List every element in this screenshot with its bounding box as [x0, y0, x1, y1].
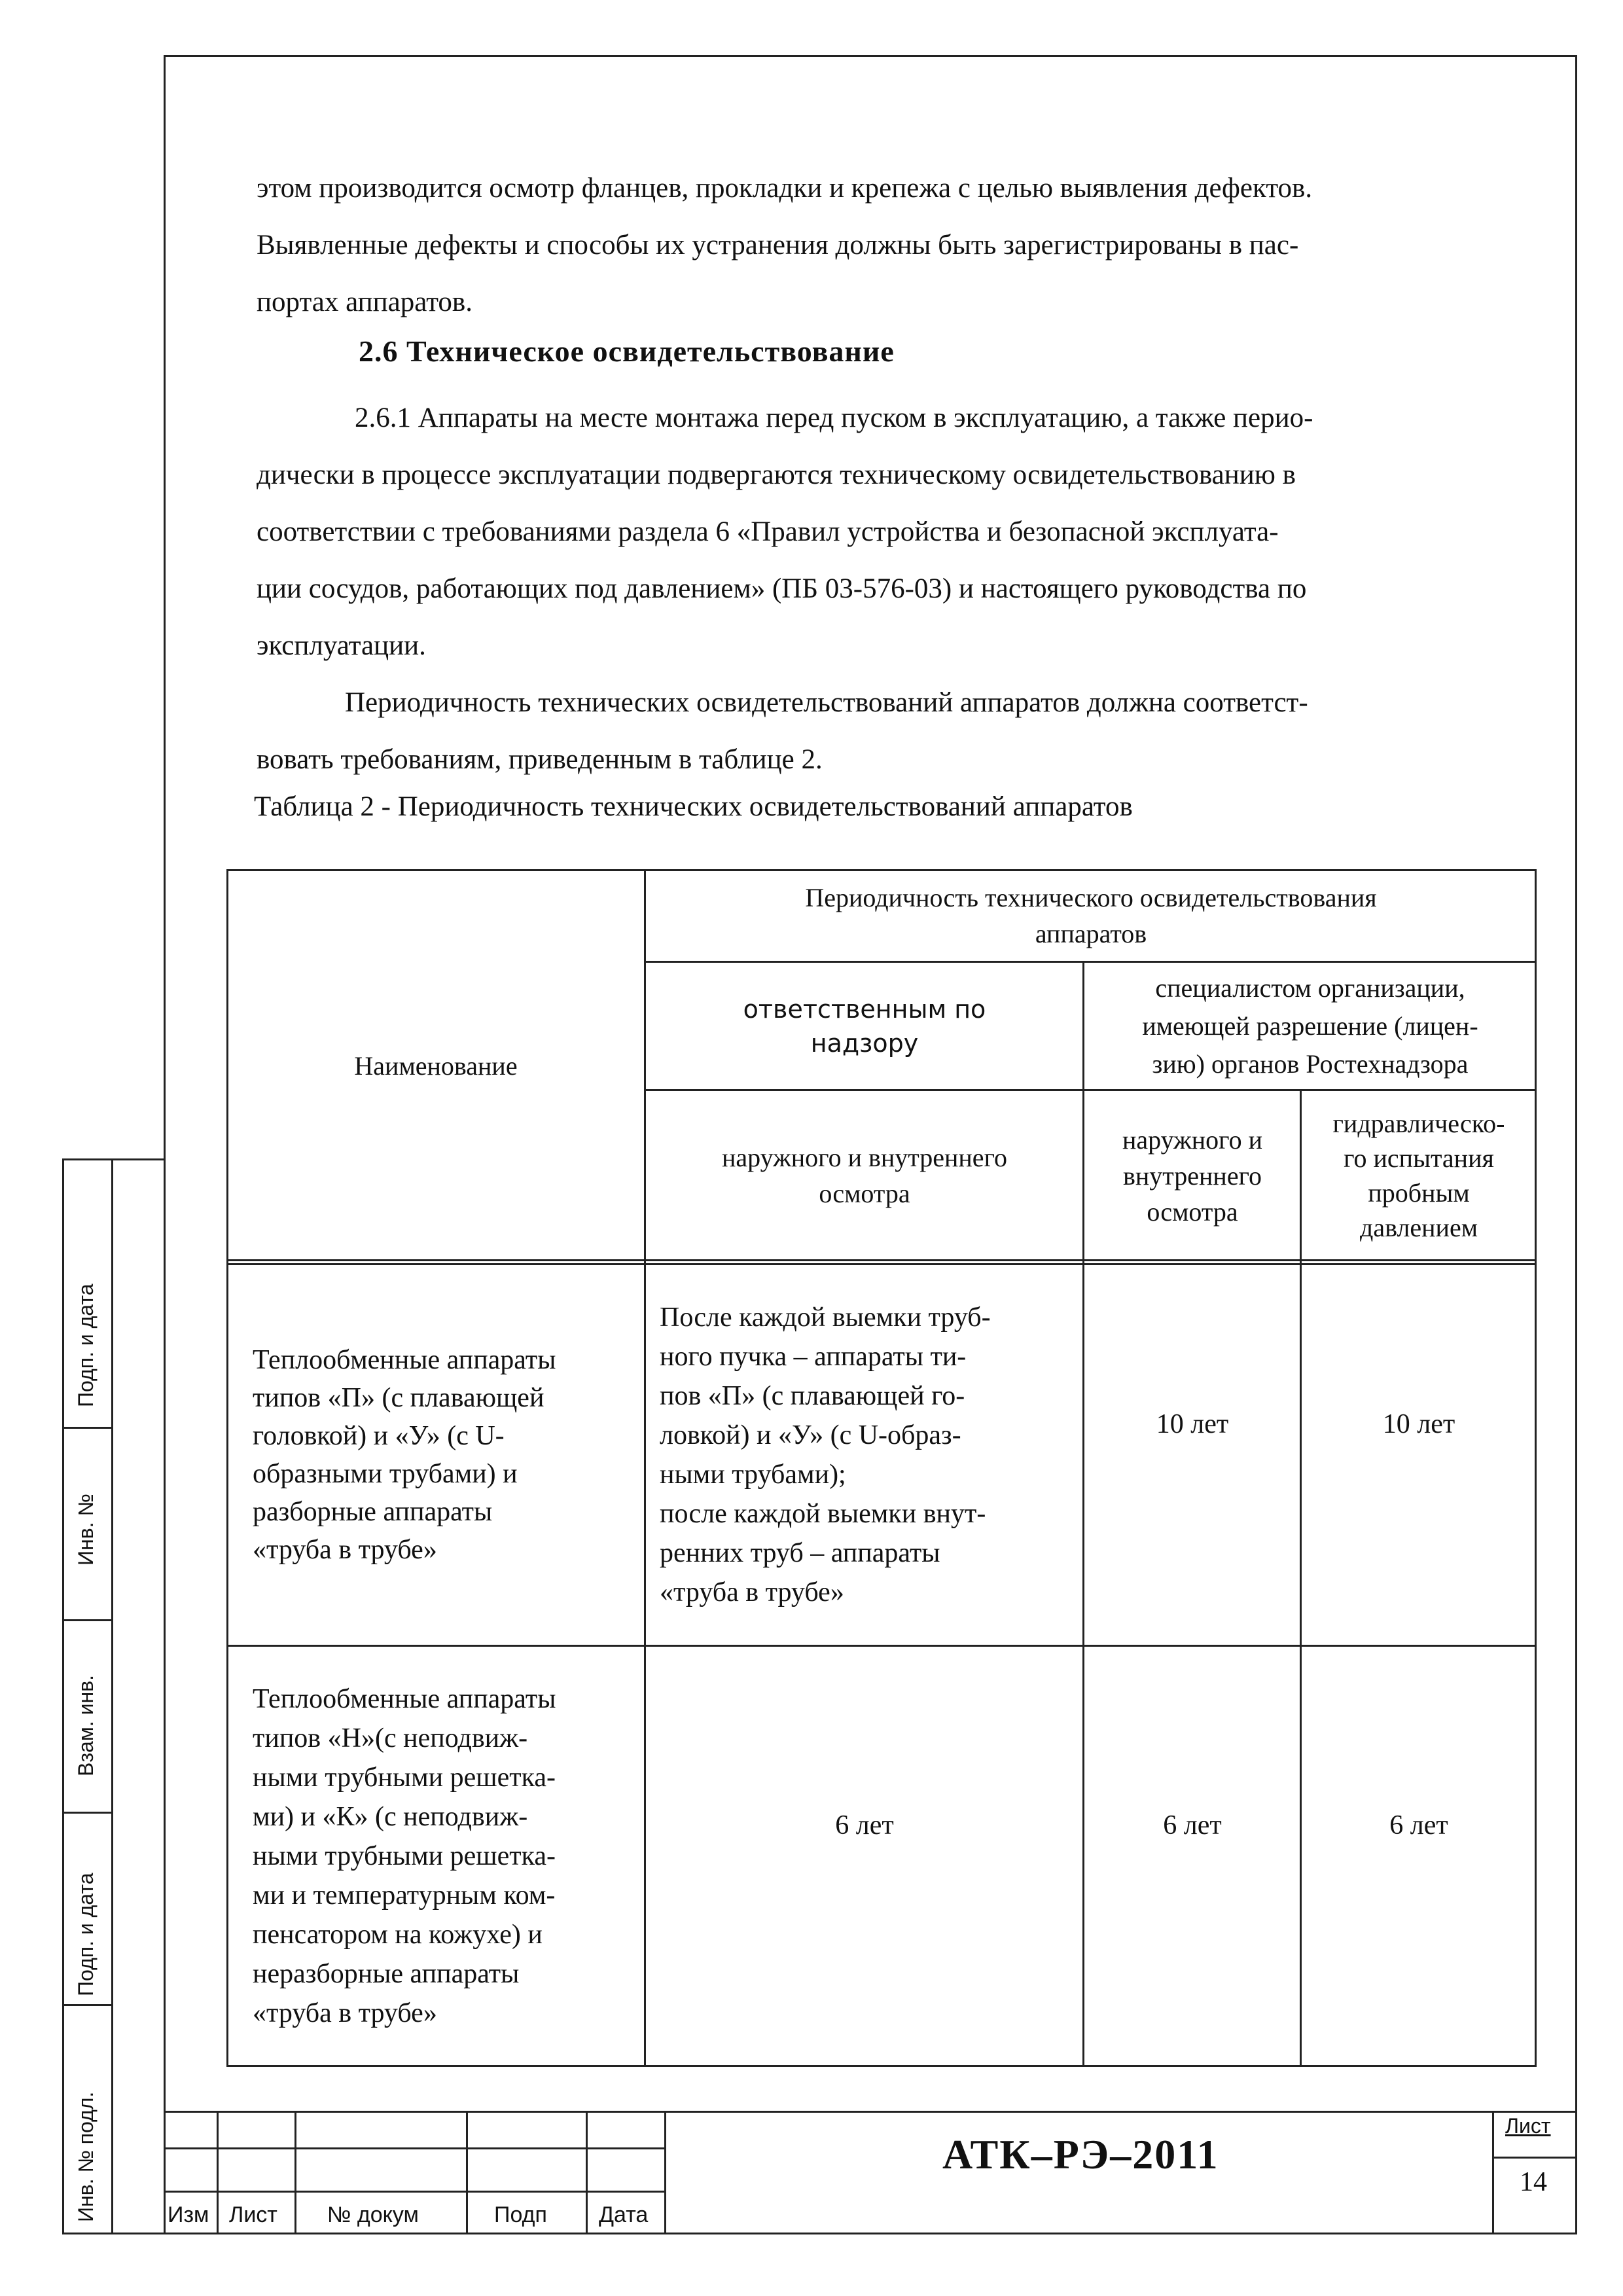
header-periodicity: Периодичность технического освидетельствования аппаратов: [805, 883, 1377, 948]
paragraph-2-6-1: [257, 389, 1504, 674]
paragraph-periodicity: [257, 674, 1504, 788]
header-name: Наименование: [354, 1050, 518, 1081]
table-row-2-spec-inspection: 6 лет: [1163, 1810, 1222, 1840]
side-label-inv-number: Инв. №: [74, 1494, 98, 1566]
side-label-sign-date-2: Подп. и дата: [74, 1873, 98, 1996]
title-col-doc-number: № докум: [327, 2202, 419, 2227]
table-caption: Таблица 2 - Периодичность технических освидетельствований аппаратов: [254, 791, 1133, 822]
table-row-2-name: Теплообменные аппараты типов «Н»(с неподвиж- ными трубными решетка- ми) и «К» (с неподвиж- ными трубными решетка- ми и температурным ком- пенсатором на кожухе) и неразборные аппараты «труба в трубе»: [253, 1684, 556, 2028]
header-spec-hydro: гидравлическо- го испытания пробным давлением: [1332, 1109, 1505, 1242]
section-heading: 2.6 Техническое освидетельствование: [359, 334, 895, 368]
table-row-1-name: Теплообменные аппараты типов «П» (с плавающей головкой) и «У» (с U- образными трубами) и разборные аппараты «труба в трубе»: [253, 1345, 556, 1565]
title-col-signature: Подп: [494, 2202, 547, 2227]
table-row-1-responsible: После каждой выемки труб- ного пучка – аппараты ти- пов «П» (с плавающей го- ловкой) и «У» (с U-образ- ными трубами); после каждой выемки внут- ренних труб – аппараты «труба в трубе»: [660, 1302, 991, 1607]
paragraph-line: дически в процессе эксплуатации подвергаются техническому освидетельствованию в: [257, 459, 1296, 490]
side-label-replacement-inv: Взам. инв.: [74, 1674, 98, 1776]
header-specialist: специалистом организации, имеющей разрешение (лицен- зию) органов Ростехнадзора: [1142, 973, 1478, 1079]
paragraph-line: вовать требованиям, приведенным в таблице 2.: [257, 744, 823, 775]
paragraph-line: эксплуатации.: [257, 630, 426, 661]
intro-paragraph: [257, 160, 1504, 331]
title-col-sheet: Лист: [229, 2202, 277, 2227]
header-responsible: ответственным по надзору: [743, 995, 986, 1058]
header-spec-inspection: наружного и внутреннего осмотра: [1122, 1124, 1262, 1227]
sheet-label: Лист: [1505, 2114, 1551, 2138]
side-label-sign-date: Подп. и дата: [74, 1283, 98, 1407]
table-row-1-spec-inspection: 10 лет: [1156, 1409, 1229, 1439]
paragraph-line: 2.6.1 Аппараты на месте монтажа перед пуском в эксплуатацию, а также перио-: [355, 403, 1313, 433]
table-row-2-spec-hydro: 6 лет: [1389, 1810, 1448, 1840]
side-stamp: [62, 1158, 160, 2234]
paragraph-line: соответствии с требованиями раздела 6 «Правил устройства и безопасной эксплуата-: [257, 516, 1279, 547]
title-col-change: Изм: [168, 2202, 209, 2227]
table-row-2-responsible: 6 лет: [835, 1810, 894, 1840]
sheet-number: 14: [1520, 2167, 1547, 2197]
periodicity-table: [226, 869, 1537, 2067]
title-block: [164, 2111, 1577, 2234]
intro-line: этом производится осмотр фланцев, прокладки и крепежа с целью выявления дефектов.: [257, 173, 1313, 204]
title-col-date: Дата: [599, 2202, 649, 2227]
table-row-1-spec-hydro: 10 лет: [1382, 1409, 1455, 1439]
paragraph-line: ции сосудов, работающих под давлением» (ПБ 03-576-03) и настоящего руководства по: [257, 573, 1307, 604]
header-resp-inspection: наружного и внутреннего осмотра: [722, 1143, 1007, 1208]
document-id: АТК–РЭ–2011: [942, 2131, 1219, 2178]
side-label-orig-inv-number: Инв. № подл.: [74, 2091, 98, 2222]
intro-line: Выявленные дефекты и способы их устранения должны быть зарегистрированы в пас-: [257, 230, 1299, 260]
paragraph-line: Периодичность технических освидетельствований аппаратов должна соответст-: [345, 687, 1308, 718]
intro-line: портах аппаратов.: [257, 287, 473, 317]
